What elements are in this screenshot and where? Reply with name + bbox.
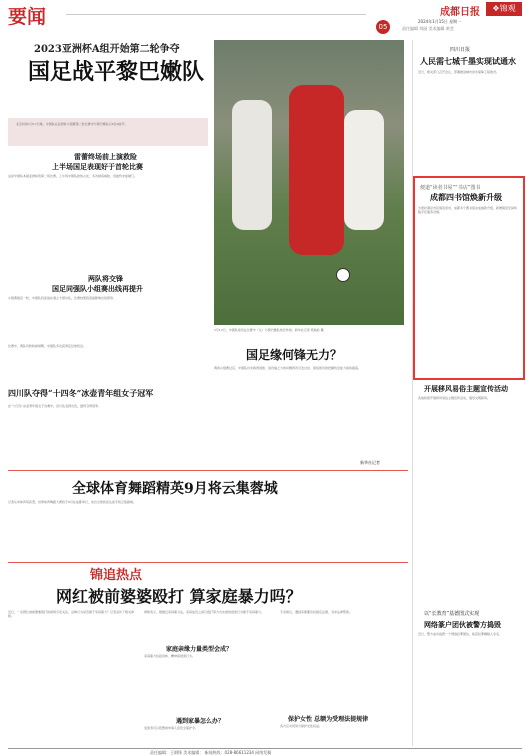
curling-title: 四川队夺得“十四冬”冰壶青年组女子冠军 <box>8 388 154 398</box>
masthead-divider <box>66 14 366 15</box>
right-title-2: 成都四书馆焕新升级 <box>430 192 502 202</box>
paper-logo: 成都日报 <box>440 7 480 18</box>
hot-ribbon <box>90 564 142 583</box>
right-body-3 <box>418 396 520 606</box>
right-body-1 <box>418 70 520 170</box>
right-body-4 <box>418 632 520 746</box>
football-story <box>8 40 208 340</box>
right-column-rule <box>412 40 413 746</box>
right-kicker-4: 以“长教育”基德图式实现 <box>424 611 480 617</box>
dance-body <box>8 500 408 560</box>
player-red <box>289 85 344 255</box>
player-white <box>232 100 272 230</box>
right-kicker-2: 便道“读者书屋”“书店”图书 <box>420 185 481 191</box>
right-body-2 <box>418 206 518 370</box>
summary-text <box>16 122 200 142</box>
issue-line: 责任编辑 刘丽 美术编辑 黄莹 <box>402 26 454 31</box>
opinion-body <box>214 366 406 458</box>
middle-body <box>8 344 208 388</box>
hot-q3: 保护女性 总额为受理法提规律 <box>288 716 369 723</box>
curling-body <box>8 404 208 468</box>
hot-ribbon-text: 锦追热点 <box>90 568 143 583</box>
hot-q2: 遇到家暴怎么办？ <box>176 718 225 725</box>
tag-badge <box>486 2 522 16</box>
football-sub2: 两队将交锋 <box>88 274 123 283</box>
footer-rule <box>8 748 522 749</box>
football-sub1b: 上半场国足表现好于首轮比赛 <box>52 162 143 171</box>
hot-body-mid <box>144 610 274 640</box>
football-kicker: 2023亚洲杯A组开始第二轮争夺 <box>34 44 180 55</box>
right-title-3: 开展移风易俗主题宣传活动 <box>424 384 508 393</box>
hot-body-mid3 <box>144 726 274 746</box>
hot-body-mid2 <box>144 654 274 712</box>
tag-text: 锦观 <box>499 4 516 13</box>
right-kicker-1: 四川日报 <box>450 47 471 53</box>
right-title-1: 人民需七城千墨实现试通水 <box>420 56 516 66</box>
football-sub2b: 国足同强队小组赛出线再提升 <box>52 284 143 293</box>
right-title-4: 网络篆户团伙被警方捣毁 <box>424 620 501 629</box>
hot-q1: 家庭亲缘力量类型会成？ <box>166 646 233 653</box>
football-photo <box>214 40 404 325</box>
section-title: 要闻 <box>8 6 47 28</box>
dance-title: 全球体育舞蹈精英9月将云集蓉城 <box>72 481 278 497</box>
hot-rule <box>8 562 408 563</box>
masthead <box>0 0 526 40</box>
dragon-badge-icon: ❖ <box>492 4 500 13</box>
football-title: 国足战平黎巴嫩队 <box>28 59 205 85</box>
hot-body-right2 <box>280 724 408 746</box>
date-line: 2024年1月15日 星期一 <box>418 19 462 24</box>
football-body-1 <box>8 174 208 270</box>
player-white-2 <box>344 110 384 230</box>
ball-icon <box>336 268 350 282</box>
opinion-byline: 新华社记者 <box>360 460 380 465</box>
page-number-circle: 05 <box>376 20 390 34</box>
dance-rule-top <box>8 470 408 471</box>
hot-body-right <box>280 610 408 710</box>
hot-body-left <box>8 610 138 746</box>
hot-title: 网红被前婆婆殴打 算家庭暴力吗？ <box>56 587 302 606</box>
photo-caption: 1月17日，中国队球员在比赛中（左）与黎巴嫩队球员争抢。新华社记者 郑焕松 摄 <box>214 328 324 332</box>
football-body-2 <box>8 296 208 340</box>
footer-text: 责任编辑：王钢锋 美术编辑： 新闻热线：028-86611234 网络发稿 <box>150 750 272 755</box>
opinion-title: 国足缘何锋无力？ <box>246 348 343 362</box>
football-sub1: 雷蕾终场前上演救险 <box>74 152 137 161</box>
